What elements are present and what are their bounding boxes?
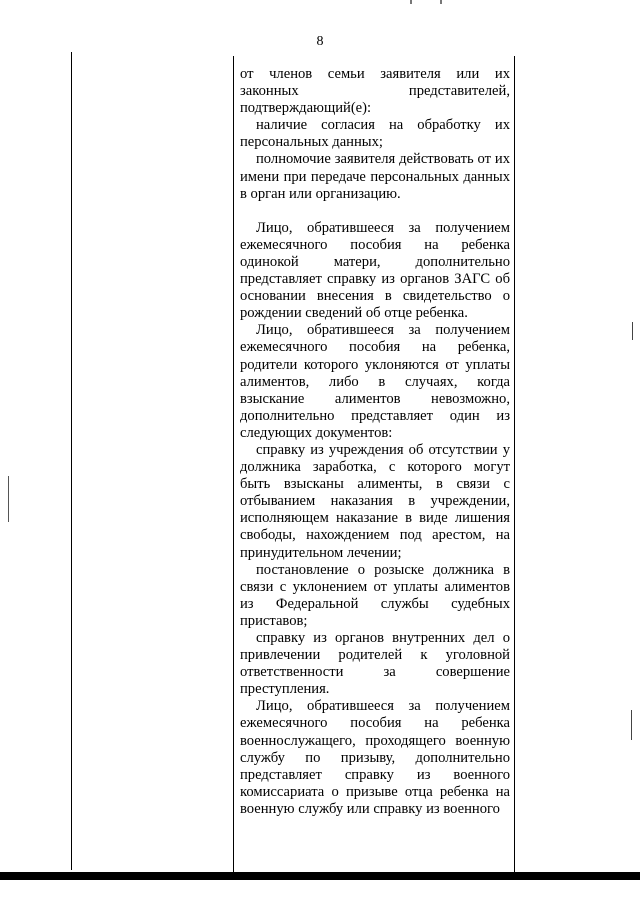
paragraph: справку из учреждения об отсутствии у должника заработка, с которого могут быть взысканы алименты, в связи с отбыванием наказания в учреждении, исполняющем наказание в виде лишения свободы, нахождением под арестом, на принудительном лечении; [240, 441, 510, 561]
document-body [240, 66, 510, 818]
paragraph: наличие согласия на обработку их персональных данных; [240, 117, 510, 151]
scan-artifact [440, 0, 442, 4]
margin-rule [71, 52, 72, 870]
paragraph: Лицо, обратившееся за получением ежемесячного пособия на ребенка одинокой матери, дополнительно представляет справку из органов ЗАГС об основании внесения в свидетельство о рождении сведений об отце ребенка. [240, 219, 510, 322]
paragraph: Лицо, обратившееся за получением ежемесячного пособия на ребенка военнослужащего, проходящего военную службу по призыву, дополнительно представляет справку из военного комиссариата о призыве отца ребенка на военную службу или справку из военного [240, 698, 510, 817]
scan-border-bar [0, 872, 640, 880]
scan-artifact [631, 710, 632, 740]
scan-artifact [8, 476, 9, 522]
paragraph: постановление о розыске должника в связи с уклонением от уплаты алиментов из Федеральной службы судебных приставов; [240, 561, 510, 629]
page-number: 8 [316, 34, 324, 49]
paragraph: Лицо, обратившееся за получением ежемесячного пособия на ребенка, родители которого уклоняются от уплаты алиментов, либо в случаях, когда взыскание алиментов невозможно, дополнительно представляет один из следующих документов: [240, 322, 510, 441]
paragraph: от членов семьи заявителя или их законных представителей, подтверждающий(е): [240, 66, 510, 117]
paragraph: справку из органов внутренних дел о привлечении родителей к уголовной ответственности за совершение преступления. [240, 630, 510, 698]
paragraph: полномочие заявителя действовать от их имени при передаче персональных данных в орган или организацию. [240, 151, 510, 202]
scan-artifact [632, 322, 633, 340]
scan-artifact [410, 0, 412, 4]
